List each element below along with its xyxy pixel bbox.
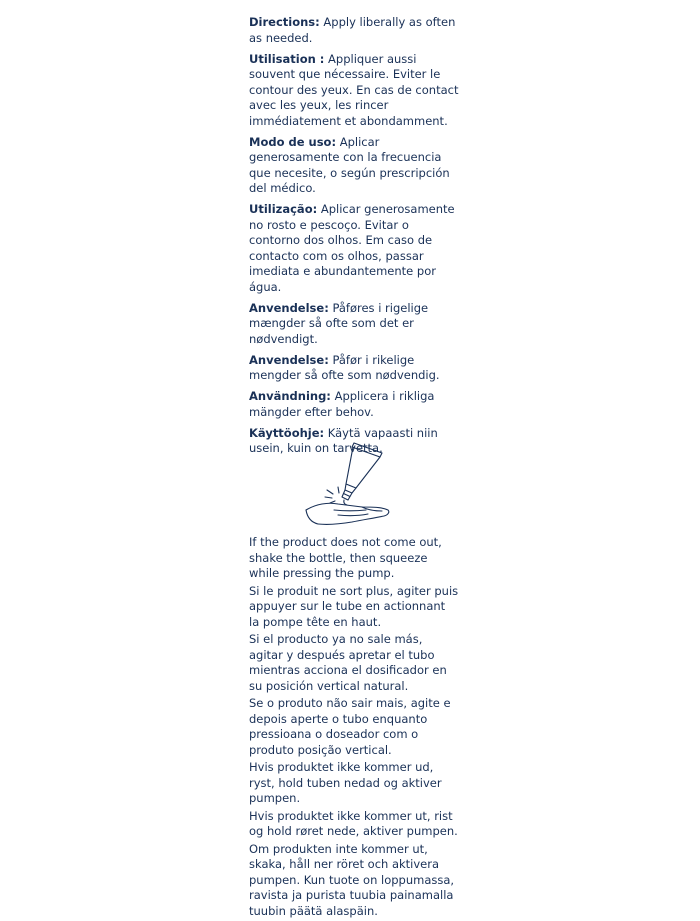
directions-text: Applicera i rikliga mängder efter behov.: [249, 389, 435, 419]
directions-section: [249, 15, 459, 462]
directions-pt: [249, 202, 459, 295]
tube-squeeze-into-hand-icon: [300, 440, 400, 530]
directions-label: Utilização:: [249, 202, 318, 216]
pump-instruction-en: If the product does not come out, shake the bottle, then squeeze while pressing the pump.: [249, 535, 442, 580]
directions-fr: [249, 52, 459, 130]
directions-label: Modo de uso:: [249, 134, 337, 149]
directions-label: Anvendelse:: [249, 352, 329, 367]
directions-label: Käyttöohje:: [249, 425, 325, 440]
pump-instruction-fr: Si le produit ne sort plus, agiter puis appuyer sur le tube en actionnant la pompe tête en haut.: [249, 583, 459, 629]
directions-text: Påfør i rikelige mengder så ofte som nødvendig.: [249, 352, 440, 382]
pump-instruction-es: Si el producto ya no sale más, agitar y después apretar el tubo mientras acciona el dosificador en su posición vertical natural.: [249, 632, 447, 693]
directions-es: [249, 135, 459, 197]
directions-text: Aplicar generosamente no rosto e pescoço. Evitar o contorno dos olhos. Em caso de contacto com os olhos, passar imediata e abundantemente por água.: [249, 202, 455, 294]
directions-text: Appliquer aussi souvent que nécessaire. Eviter le contour des yeux. En cas de contact avec les yeux, les rincer immédiatement et abondamment.: [249, 51, 459, 128]
directions-text: Käytä vapaasti niin usein, kuin on tarvetta.: [249, 425, 438, 455]
directions-no: [249, 353, 459, 384]
directions-text: Apply liberally as often as needed.: [249, 15, 456, 45]
directions-text: Aplicar generosamente con la frecuencia que necesite, o según prescripción del médico.: [249, 134, 450, 195]
directions-label: Anvendelse:: [249, 300, 329, 315]
directions-sv: [249, 389, 459, 420]
directions-en: [249, 15, 459, 46]
pump-instruction-pt: Se o produto não sair mais, agite e depois aperte o tubo enquanto pressioana o doseador com o produto posição vertical.: [249, 696, 451, 757]
pump-instruction-sv-fi: Om produkten inte kommer ut, skaka, håll ner röret och aktivera pumpen. Kun tuote on loppumassa, ravista ja purista tuubia painamalla tuubin päätä alaspäin.: [249, 841, 455, 918]
directions-da: [249, 301, 459, 348]
directions-label: Användning:: [249, 389, 331, 403]
pump-instructions-section: [249, 535, 459, 921]
pump-instruction-da: Hvis produktet ikke kommer ud, ryst, hold tuben nedad og aktiver pumpen.: [249, 760, 442, 805]
directions-label: Utilisation :: [249, 51, 325, 66]
pump-instruction-no: Hvis produktet ikke kommer ut, rist og hold røret nede, aktiver pumpen.: [249, 808, 458, 838]
directions-text: Påføres i rigelige mængder så ofte som det er nødvendigt.: [249, 300, 429, 346]
directions-label: Directions:: [249, 15, 320, 29]
